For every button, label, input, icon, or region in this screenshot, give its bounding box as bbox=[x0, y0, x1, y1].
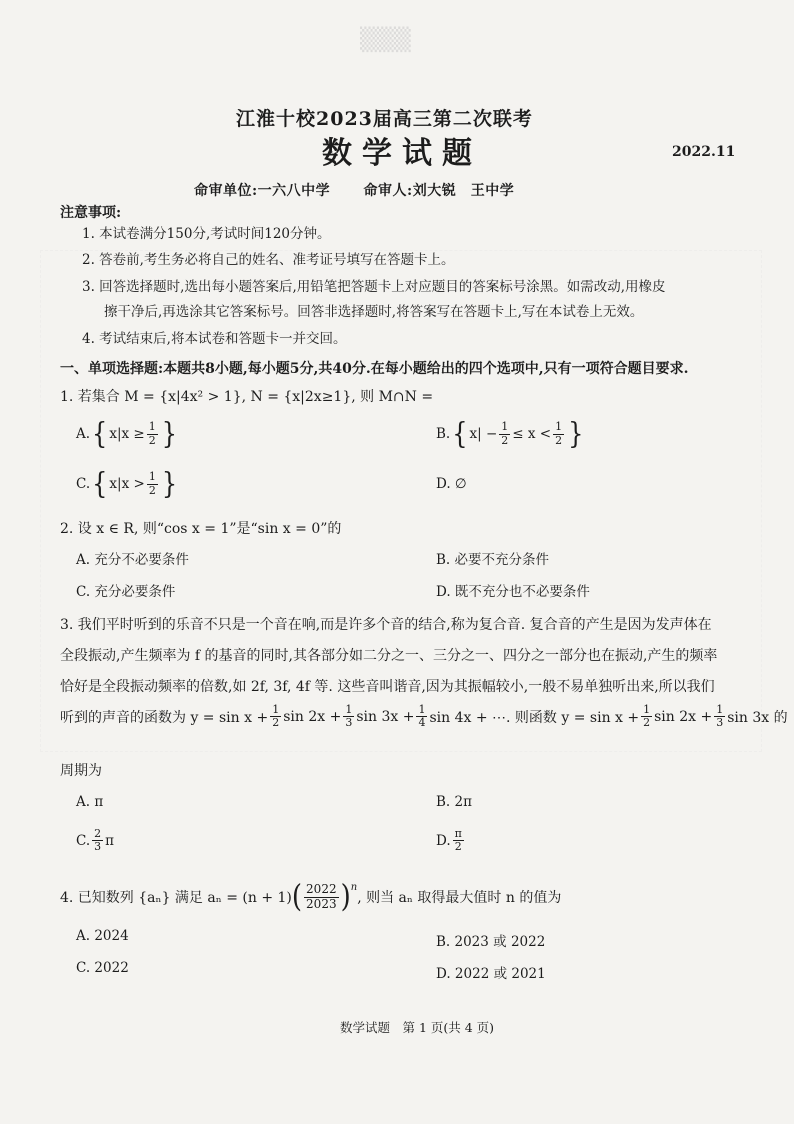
question-3-line: 全段振动,产生频率为 f 的基音的同时,其各部分如二分之一、三分之一、四分之一部分也在振动,产生的频率 bbox=[60, 648, 718, 664]
page-footer: 数学试题 第 1 页(共 4 页) bbox=[340, 1020, 495, 1035]
review-unit: 命审单位:一六八中学 bbox=[194, 183, 331, 199]
q2-option-d: D. 既不充分也不必要条件 bbox=[436, 584, 590, 600]
notice-item: 2. 答卷前,考生务必将自己的姓名、准考证号填写在答题卡上。 bbox=[82, 252, 455, 268]
q2-option-a: A. 充分不必要条件 bbox=[76, 552, 189, 568]
exam-school-heading: 江淮十校2023届高三第二次联考 bbox=[236, 108, 533, 130]
section-heading: 一、单项选择题:本题共8小题,每小题5分,共40分.在每小题给出的四个选项中,只有一项符合题目要求. bbox=[60, 361, 689, 377]
q3-option-b: B. 2π bbox=[436, 794, 472, 810]
question-3-formula-line: 听到的声音的函数为 y = sin x + $\frac{1}{2}$ sin 2x + $\frac{1}{3}$ sin 3x + $\frac{1}{4}$ sin 4x + ⋯. 则函数 y = sin x + $\frac{1}{2}$ sin 2x + $\frac{1}{3}$ sin 3x 的 bbox=[60, 703, 788, 730]
reviewers: 命审人:刘大锐 王中学 bbox=[363, 183, 515, 199]
notice-title: 注意事项: bbox=[60, 205, 122, 221]
q4-option-d: D. 2022 或 2021 bbox=[436, 966, 546, 982]
q1-option-c: C. { x|x > $\frac{1}{2}$ } bbox=[76, 467, 178, 501]
question-3-line: 周期为 bbox=[60, 763, 102, 779]
question-3-line: 恰好是全段振动频率的倍数,如 2f, 3f, 4f 等. 这些音叫谐音,因为其振幅较小,一般不易单独听出来,所以我们 bbox=[60, 679, 715, 695]
review-info bbox=[194, 180, 542, 200]
q3-option-d: D. $\frac{\pi}{2}$ bbox=[436, 827, 462, 854]
question-4-stem: 4. 已知数列 {aₙ} 满足 aₙ = (n + 1) ( $\frac{2022}{2023}$ ) $^n$ , 则当 aₙ 取得最大值时 n 的值为 bbox=[60, 879, 562, 915]
notice-item: 3. 回答选择题时,选出每小题答案后,用铅笔把答题卡上对应题目的答案标号涂黑。如需改动,用橡皮 bbox=[82, 279, 666, 295]
exam-date: 2022.11 bbox=[672, 144, 736, 160]
q1-option-a: A. { x|x ≥ $\frac{1}{2}$ } bbox=[76, 417, 177, 451]
q2-option-c: C. 充分必要条件 bbox=[76, 584, 176, 600]
q3-option-a: A. π bbox=[76, 794, 104, 810]
bleed-through-mark: ▒▒▒ bbox=[360, 28, 411, 53]
q1-option-b: B. { x| − $\frac{1}{2}$ ≤ x < $\frac{1}{2}$ } bbox=[436, 417, 584, 451]
question-3-line: 3. 我们平时听到的乐音不只是一个音在响,而是许多个音的结合,称为复合音. 复合音的产生是因为发声体在 bbox=[60, 617, 712, 633]
q4-option-a: A. 2024 bbox=[76, 928, 129, 944]
notice-item: 擦干净后,再选涂其它答案标号。回答非选择题时,将答案写在答题卡上,写在本试卷上无效。 bbox=[104, 304, 644, 320]
q3-option-c: C. $\frac{2}{3}$ π bbox=[76, 827, 115, 854]
q4-option-c: C. 2022 bbox=[76, 960, 129, 976]
question-1-stem: 1. 若集合 M = {x|4x² > 1}, N = {x|2x≥1}, 则 M∩N = bbox=[60, 389, 434, 405]
q2-option-b: B. 必要不充分条件 bbox=[436, 552, 550, 568]
notice-item: 4. 考试结束后,将本试卷和答题卡一并交回。 bbox=[82, 331, 347, 347]
page-title: 数学试题 bbox=[322, 136, 482, 171]
q4-option-b: B. 2023 或 2022 bbox=[436, 934, 546, 950]
q1-option-d: D. ∅ bbox=[436, 476, 467, 492]
notice-item: 1. 本试卷满分150分,考试时间120分钟。 bbox=[82, 226, 331, 242]
question-2-stem: 2. 设 x ∈ R, 则“cos x = 1”是“sin x = 0”的 bbox=[60, 521, 342, 537]
